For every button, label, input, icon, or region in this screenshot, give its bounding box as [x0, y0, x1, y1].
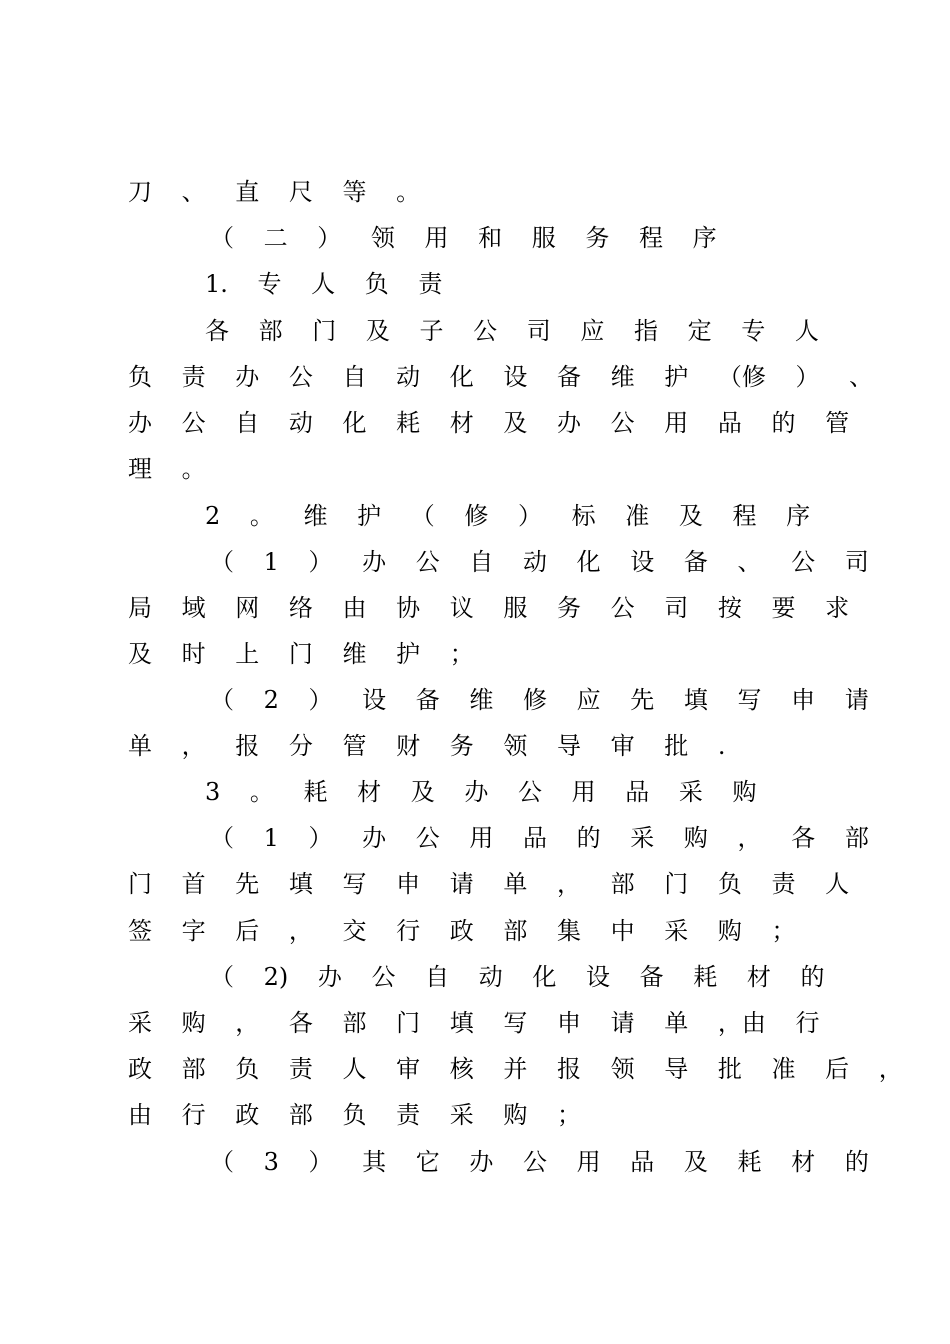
paragraph-line: 局 域 网 络 由 协 议 服 务 公 司 按 要 求 [128, 594, 850, 622]
section-heading: （ 二 ） 领 用 和 服 务 程 序 [210, 224, 717, 252]
paragraph-line: 门 首 先 填 写 申 请 单 ， 部 门 负 责 人 [128, 870, 850, 898]
paragraph-line: （ 1 ） 办 公 用 品 的 采 购 ， 各 部 [210, 824, 869, 852]
paragraph-line: （ 1 ） 办 公 自 动 化 设 备 、 公 司 [210, 548, 869, 576]
paragraph-line: 政 部 负 责 人 审 核 并 报 领 导 批 准 后 ， [128, 1055, 903, 1083]
paragraph-line: （ 3 ） 其 它 办 公 用 品 及 耗 材 的 [210, 1148, 869, 1176]
paragraph-line: 负 责 办 公 自 动 化 设 备 维 护 （修 ） 、 [128, 363, 874, 391]
text-line-1: 刀 、 直 尺 等 。 [128, 178, 421, 206]
paragraph-line: （ 2) 办 公 自 动 化 设 备 耗 材 的 [210, 963, 825, 991]
paragraph-line: 签 字 后 ， 交 行 政 部 集 中 采 购 ； [128, 917, 796, 945]
paragraph-line: （ 2 ） 设 备 维 修 应 先 填 写 申 请 [210, 686, 869, 714]
paragraph-line: 理 。 [128, 455, 206, 483]
subsection-heading-3: 3 。 耗 材 及 办 公 用 品 采 购 [205, 778, 757, 806]
subsection-heading-1: 1. 专 人 负 责 [205, 270, 443, 298]
paragraph-line: 单 ， 报 分 管 财 务 领 导 审 批 . [128, 732, 726, 760]
paragraph-line: 各 部 门 及 子 公 司 应 指 定 专 人 [205, 317, 819, 345]
paragraph-line: 办 公 自 动 化 耗 材 及 办 公 用 品 的 管 [128, 409, 850, 437]
paragraph-line: 由 行 政 部 负 责 采 购 ； [128, 1101, 582, 1129]
subsection-heading-2: 2 。 维 护 （ 修 ） 标 准 及 程 序 [205, 502, 811, 530]
paragraph-line: 采 购 ， 各 部 门 填 写 申 请 单 ，由 行 [128, 1009, 820, 1037]
paragraph-line: 及 时 上 门 维 护 ； [128, 640, 474, 668]
